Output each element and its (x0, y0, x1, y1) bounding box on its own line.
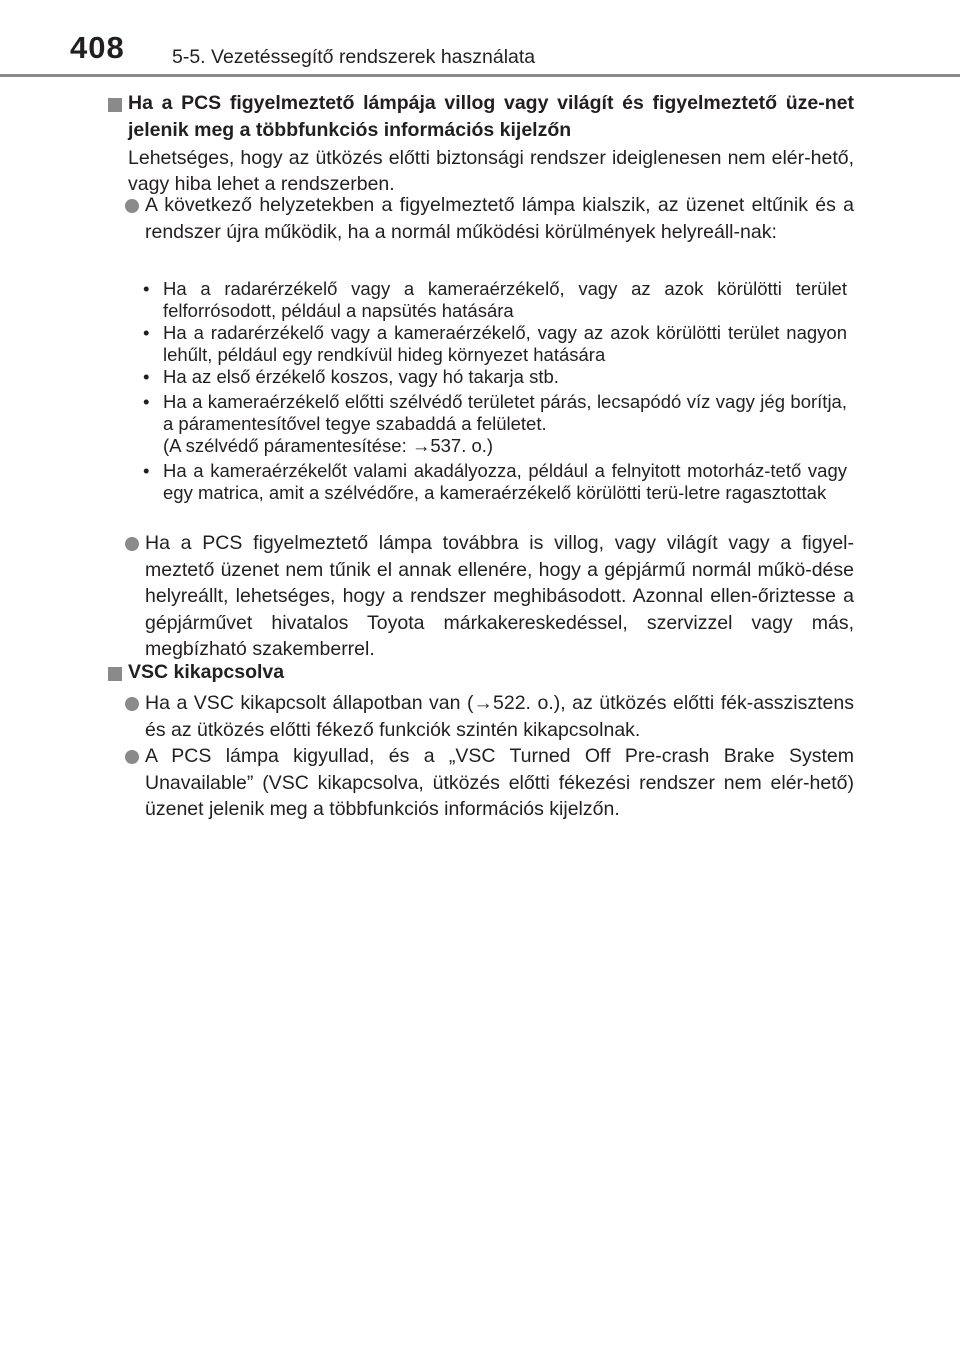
section-heading: VSC kikapcsolva (128, 661, 285, 683)
square-bullet-icon (108, 667, 122, 681)
sub-list-item: Ha az első érzékelő koszos, vagy hó takarja stb. (163, 366, 559, 387)
header-rule (0, 74, 960, 77)
circle-bullet-icon (125, 750, 139, 764)
bullet-mark: • (143, 366, 150, 387)
list-item: Ha a PCS figyelmeztető lámpa továbbra is villog, vagy világít vagy a figyel-meztető üzenet nem tűnik el annak ellenére, hogy a gépjármű normál műkö-dése helyreállt, lehetséges, hogy a rendszer meghibásodott. Azonnal ellen-őriztesse a gépjárművet hivatalos Toyota márkakereskedéssel, szervizzel vagy más, megbízható szakemberrel. (145, 532, 854, 660)
bullet-mark: • (143, 322, 150, 343)
circle-bullet-icon (125, 697, 139, 711)
section-title: 5-5. Vezetéssegítő rendszerek használata (172, 46, 536, 68)
sub-list-item: Ha a radarérzékelő vagy a kameraérzékelő, vagy az azok körülötti terület felforrósodott, például a napsütés hatására (163, 278, 847, 321)
section-heading: Ha a PCS figyelmeztető lámpája villog vagy világít és figyelmeztető üze-net jelenik meg a többfunkciós információs kijelzőn (128, 92, 854, 141)
circle-bullet-icon (125, 199, 139, 213)
sub-list-item: Ha a kameraérzékelő előtti szélvédő területet párás, lecsapódó víz vagy jég borítja, a páramentesítővel tegye szabaddá a felületet. (163, 391, 847, 434)
sub-list-item: Ha a radarérzékelő vagy a kameraérzékelő, vagy az azok körülötti terület nagyon lehűlt, például egy rendkívül hideg környezet hatására (163, 322, 847, 365)
list-item: A PCS lámpa kigyullad, és a „VSC Turned Off Pre-crash Brake System Unavailable” (VSC kikapcsolva, ütközés előtti fékezési rendszer nem elér-hető) üzenet jelenik meg a többfunkciós információs kijelzőn. (145, 745, 854, 820)
list-item: Ha a VSC kikapcsolt állapotban van (→522. o.), az ütközés előtti fék-asszisztens és az ütközés előtti fékező funkciók szintén kikapcsolnak. (145, 692, 854, 741)
bullet-mark: • (143, 391, 150, 412)
sub-list-item: Ha a kameraérzékelőt valami akadályozza, például a felnyitott motorház-tető vagy egy matrica, amit a szélvédőre, a kameraérzékelő körülötti terü-letre ragasztottak (163, 460, 847, 503)
circle-bullet-icon (125, 537, 139, 551)
list-item: A következő helyzetekben a figyelmeztető lámpa kialszik, az üzenet eltűnik és a rendszer újra működik, ha a normál működési körülmények helyreáll-nak: (145, 194, 854, 243)
bullet-mark: • (143, 460, 150, 481)
bullet-mark: • (143, 278, 150, 299)
page-header (0, 0, 960, 80)
page-number: 408 (70, 30, 125, 65)
sub-list-item-note: (A szélvédő páramentesítése: →537. o.) (163, 435, 494, 456)
section-intro: Lehetséges, hogy az ütközés előtti biztonsági rendszer ideiglenesen nem elér-hető, vagy hiba lehet a rendszerben. (128, 147, 854, 195)
square-bullet-icon (108, 98, 122, 112)
